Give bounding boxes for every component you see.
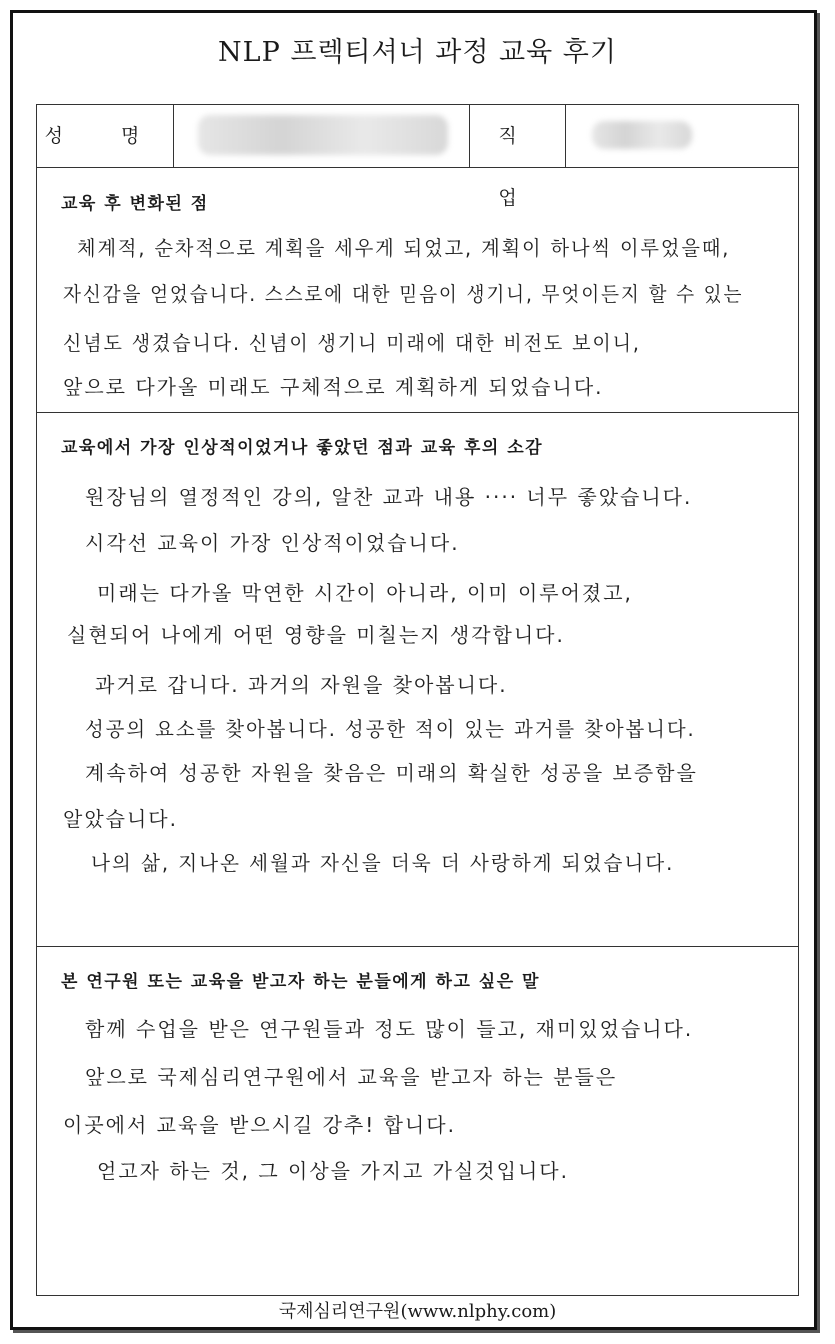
section-heading: 교육에서 가장 인상적이었거나 좋았던 점과 교육 후의 소감 (61, 438, 544, 458)
handwritten-line: 함께 수업을 받은 연구원들과 정도 많이 들고, 재미있었습니다. (85, 1017, 694, 1041)
handwritten-line: 체계적, 순차적으로 계획을 세우게 되었고, 계획이 하나씩 이루었을때, (77, 236, 731, 260)
section-heading: 본 연구원 또는 교육을 받고자 하는 분들에게 하고 싶은 말 (61, 972, 540, 992)
section-heading: 교육 후 변화된 점 (61, 194, 209, 214)
handwritten-line: 계속하여 성공한 자원을 찾음은 미래의 확실한 성공을 보증함을 (85, 761, 698, 785)
handwritten-line: 얻고자 하는 것, 그 이상을 가지고 가실것입니다. (97, 1159, 569, 1183)
handwritten-line: 나의 삶, 지나온 세월과 자신을 더욱 더 사랑하게 되었습니다. (91, 851, 675, 875)
handwritten-line: 알았습니다. (63, 807, 178, 831)
section-impressions (37, 413, 798, 947)
handwritten-line: 실현되어 나에게 어떤 영향을 미칠는지 생각합니다. (67, 623, 565, 647)
name-label: 성 명 (37, 105, 174, 167)
review-form (36, 104, 799, 1296)
handwritten-line: 미래는 다가올 막연한 시간이 아니라, 이미 이루어졌고, (97, 581, 633, 605)
handwritten-line: 이곳에서 교육을 받으시길 강추! 합니다. (63, 1113, 456, 1137)
name-value-redacted (174, 105, 470, 167)
handwritten-line: 성공의 요소를 찾아봅니다. 성공한 적이 있는 과거를 찾아봅니다. (85, 717, 696, 741)
handwritten-line: 과거로 갑니다. 과거의 자원을 찾아봅니다. (95, 673, 508, 697)
handwritten-line: 신념도 생겼습니다. 신념이 생기니 미래에 대한 비전도 보이니, (63, 331, 641, 355)
section-changes (37, 167, 798, 413)
job-value-redacted (566, 105, 800, 167)
handwritten-line: 자신감을 얻었습니다. 스스로에 대한 믿음이 생기니, 무엇이든지 할 수 있는 (63, 282, 744, 306)
handwritten-line: 앞으로 다가올 미래도 구체적으로 계획하게 되었습니다. (63, 375, 604, 399)
handwritten-line: 시각선 교육이 가장 인상적이었습니다. (85, 531, 460, 555)
handwritten-line: 원장님의 열정적인 강의, 알찬 교과 내용 ···· 너무 좋았습니다. (85, 485, 693, 509)
document-title: NLP 프렉티셔너 과정 교육 후기 (218, 37, 617, 68)
institute-footer: 국제심리연구원(www.nlphy.com) (278, 1301, 557, 1322)
job-label: 직 업 (470, 105, 566, 167)
section-message (37, 947, 798, 1297)
handwritten-line: 앞으로 국제심리연구원에서 교육을 받고자 하는 분들은 (85, 1065, 618, 1089)
